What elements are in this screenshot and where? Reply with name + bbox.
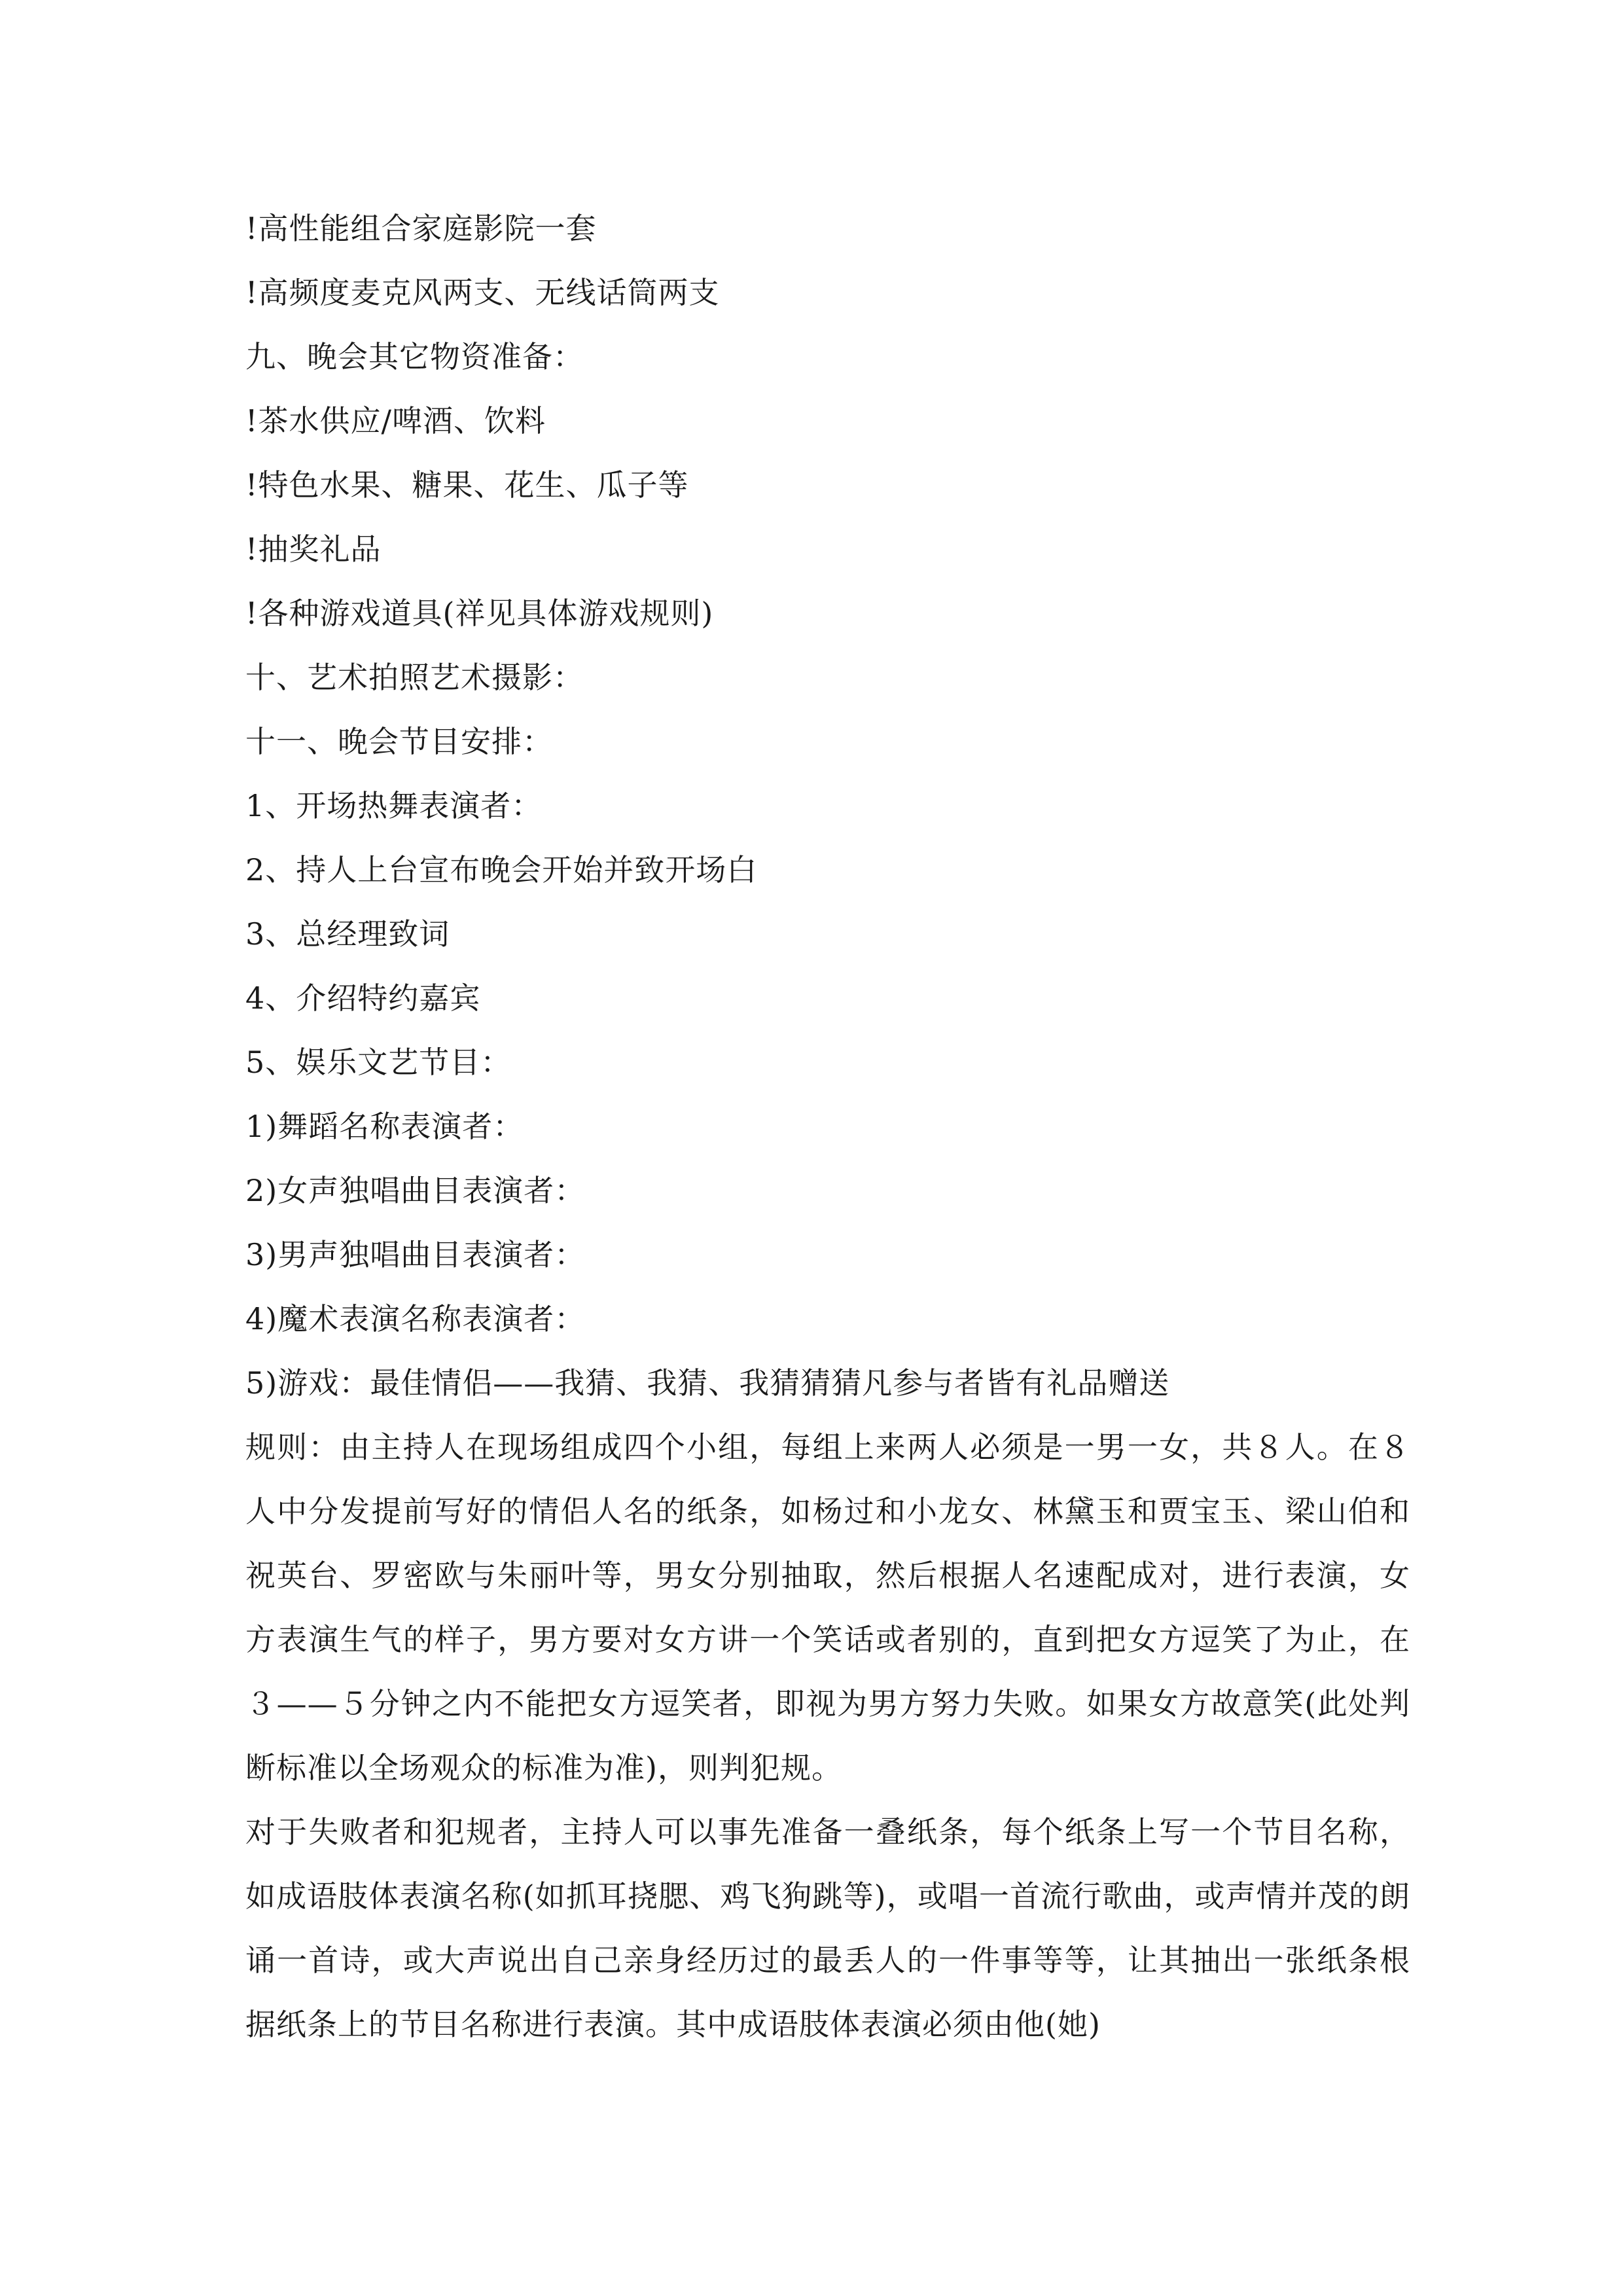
- penalty-paragraph: 对于失败者和犯规者，主持人可以事先准备一叠纸条，每个纸条上写一个节目名称，如成语肢体表演名称(如抓耳挠腮、鸡飞狗跳等)，或唱一首流行歌曲，或声情并茂的朗诵一首诗，或大声说出自己亲身经历过的最丢人的一件事等等，让其抽出一张纸条根据纸条上的节目名称进行表演。其中成语肢体表演必须由他(她): [245, 1814, 1410, 2042]
- section-heading-program: 十一、晚会节目安排：: [245, 724, 553, 759]
- document-page: [245, 196, 1410, 2056]
- list-item-game-props: !各种游戏道具(祥见具体游戏规则): [245, 596, 714, 631]
- section-heading-other-supplies: 九、晚会其它物资准备：: [245, 339, 584, 374]
- list-item-home-theater: !高性能组合家庭影院一套: [245, 211, 597, 246]
- list-item-prizes: !抽奖礼品: [245, 531, 382, 567]
- sub-item-female-solo: 2)女声独唱曲目表演者：: [245, 1173, 586, 1208]
- program-item-host-opening: 2、持人上台宣布晚会开始并致开场白: [245, 852, 758, 888]
- rules-paragraph: 规则：由主持人在现场组成四个小组，每组上来两人必须是一男一女，共８人。在８人中分发提前写好的情侣人名的纸条，如杨过和小龙女、林黛玉和贾宝玉、梁山伯和祝英台、罗密欧与朱丽叶等，男女分别抽取，然后根据人名速配成对，进行表演，女方表演生气的样子，男方要对女方讲一个笑话或者别的，直到把女方逗笑了为止，在３——５分钟之内不能把女方逗笑者，即视为男方努力失败。如果女方故意笑(此处判断标准以全场观众的标准为准)，则判犯规。: [245, 1429, 1410, 1785]
- program-item-entertainment: 5、娱乐文艺节目：: [245, 1045, 512, 1080]
- sub-item-magic: 4)魔术表演名称表演者：: [245, 1301, 586, 1336]
- list-item-snacks: !特色水果、糖果、花生、瓜子等: [245, 467, 689, 503]
- sub-item-male-solo: 3)男声独唱曲目表演者：: [245, 1237, 586, 1272]
- sub-item-game: 5)游戏：最佳情侣——我猜、我猜、我猜猜猜凡参与者皆有礼品赠送: [245, 1365, 1170, 1401]
- sub-item-dance: 1)舞蹈名称表演者：: [245, 1109, 524, 1144]
- list-item-microphones: !高频度麦克风两支、无线话筒两支: [245, 275, 720, 310]
- program-item-gm-speech: 3、总经理致词: [245, 916, 450, 952]
- list-item-drinks: !茶水供应/啤酒、饮料: [245, 403, 546, 439]
- program-item-opening-dance: 1、开场热舞表演者：: [245, 788, 543, 823]
- program-item-guests: 4、介绍特约嘉宾: [245, 980, 481, 1016]
- section-heading-photography: 十、艺术拍照艺术摄影：: [245, 660, 584, 695]
